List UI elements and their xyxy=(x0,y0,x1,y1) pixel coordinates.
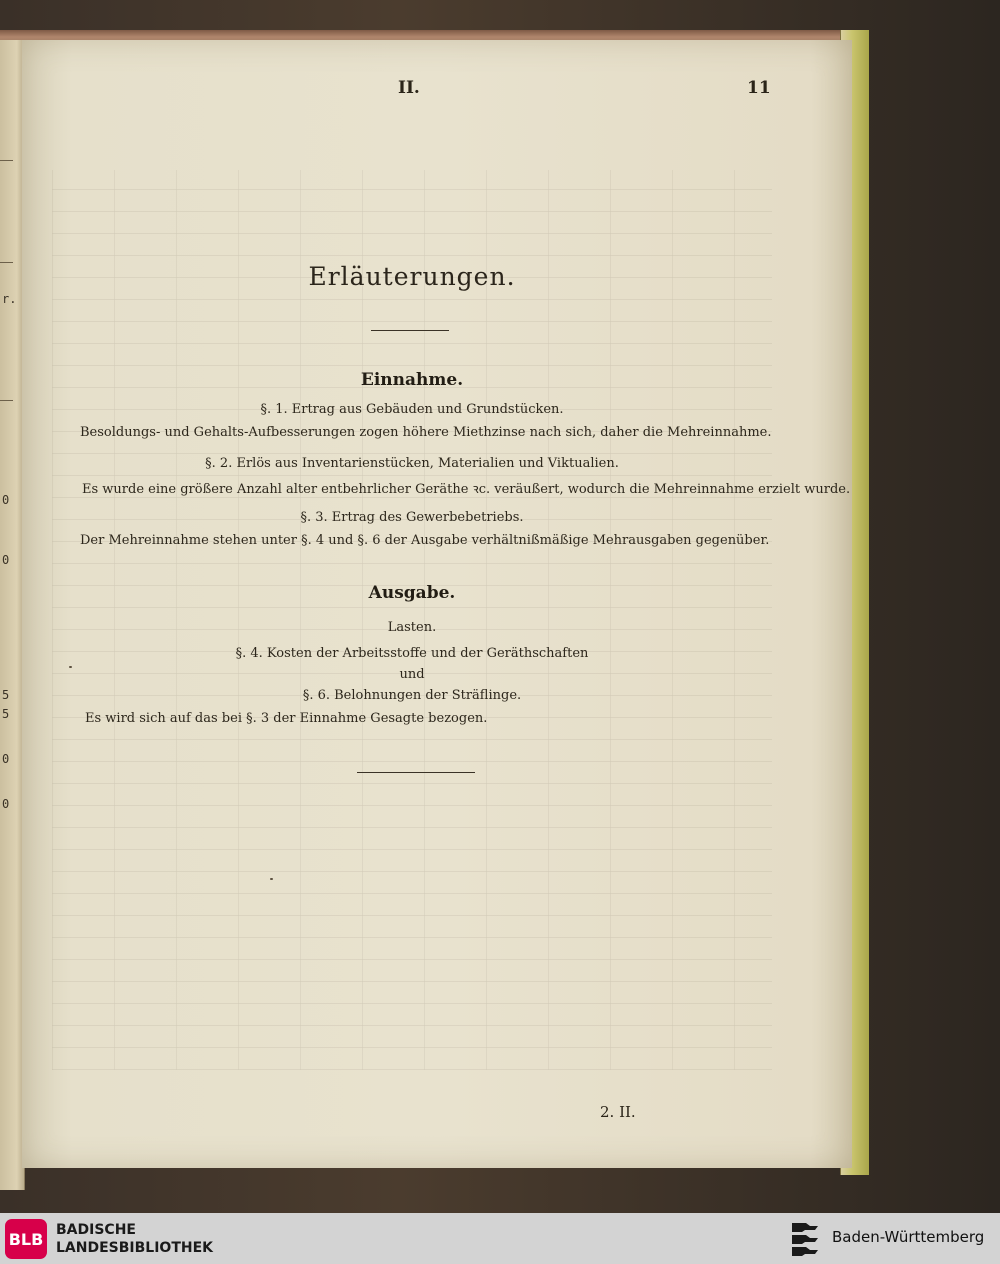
prev-page-fragment: 0 xyxy=(2,797,10,811)
ausgabe-heading: Ausgabe. xyxy=(368,583,456,603)
library-name-line2: LANDESBIBLIOTHEK xyxy=(56,1240,214,1256)
paper-speck xyxy=(69,666,72,668)
closing-rule xyxy=(357,772,475,773)
einnahme-item-text: Besoldungs- und Gehalts-Aufbesserungen zogen höhere Miethzinse nach sich, daher die Mehreinnahme. xyxy=(80,425,772,440)
prev-page-fragment: 0 xyxy=(2,752,10,766)
ausgabe-subheading: Lasten. xyxy=(387,620,437,635)
prev-page-rule xyxy=(0,262,13,263)
page-number: 11 xyxy=(747,78,771,98)
prev-page-rule xyxy=(0,160,13,161)
blb-logo[interactable]: BLB xyxy=(5,1219,47,1259)
einnahme-item-title: §. 1. Ertrag aus Gebäuden und Grundstücken. xyxy=(260,402,564,417)
viewer-footer xyxy=(0,1213,1000,1264)
einnahme-item-text: Der Mehreinnahme stehen unter §. 4 und §. 6 der Ausgabe verhältnißmäßige Mehrausgaben gegenüber. xyxy=(80,533,770,548)
running-header-section: II. xyxy=(398,78,420,98)
lions-coat-of-arms-icon xyxy=(789,1220,823,1258)
prev-page-rule xyxy=(0,400,13,401)
state-name[interactable]: Baden-Württemberg xyxy=(832,1228,985,1246)
einnahme-heading: Einnahme. xyxy=(360,370,464,390)
einnahme-item-title: §. 3. Ertrag des Gewerbebetriebs. xyxy=(300,510,524,525)
ausgabe-item: §. 4. Kosten der Arbeitsstoffe und der Geräthschaften xyxy=(235,646,589,661)
library-name-line1: BADISCHE xyxy=(56,1222,136,1238)
einnahme-item-title: §. 2. Erlös aus Inventarienstücken, Materialien und Viktualien. xyxy=(205,456,619,471)
ausgabe-conjunction: und xyxy=(399,667,425,682)
einnahme-item-text: Es wurde eine größere Anzahl alter entbehrlicher Geräthe ꝛc. veräußert, wodurch die Mehreinnahme erzielt wurde. xyxy=(82,482,851,497)
library-name[interactable] xyxy=(56,1221,213,1257)
signature-mark: 2. II. xyxy=(600,1103,636,1121)
prev-page-fragment: r. xyxy=(2,292,17,306)
page-title: Erläuterungen. xyxy=(308,262,516,291)
ausgabe-text: Es wird sich auf das bei §. 3 der Einnahme Gesagte bezogen. xyxy=(85,711,488,726)
document-page xyxy=(22,40,852,1168)
ausgabe-item: §. 6. Belohnungen der Sträflinge. xyxy=(302,688,522,703)
paper-speck xyxy=(270,878,273,880)
title-rule xyxy=(371,330,449,331)
prev-page-fragment: 0 xyxy=(2,553,10,567)
prev-page-fragment: 5 xyxy=(2,688,10,702)
prev-page-fragment: 0 xyxy=(2,493,10,507)
prev-page-fragment: 5 xyxy=(2,707,10,721)
